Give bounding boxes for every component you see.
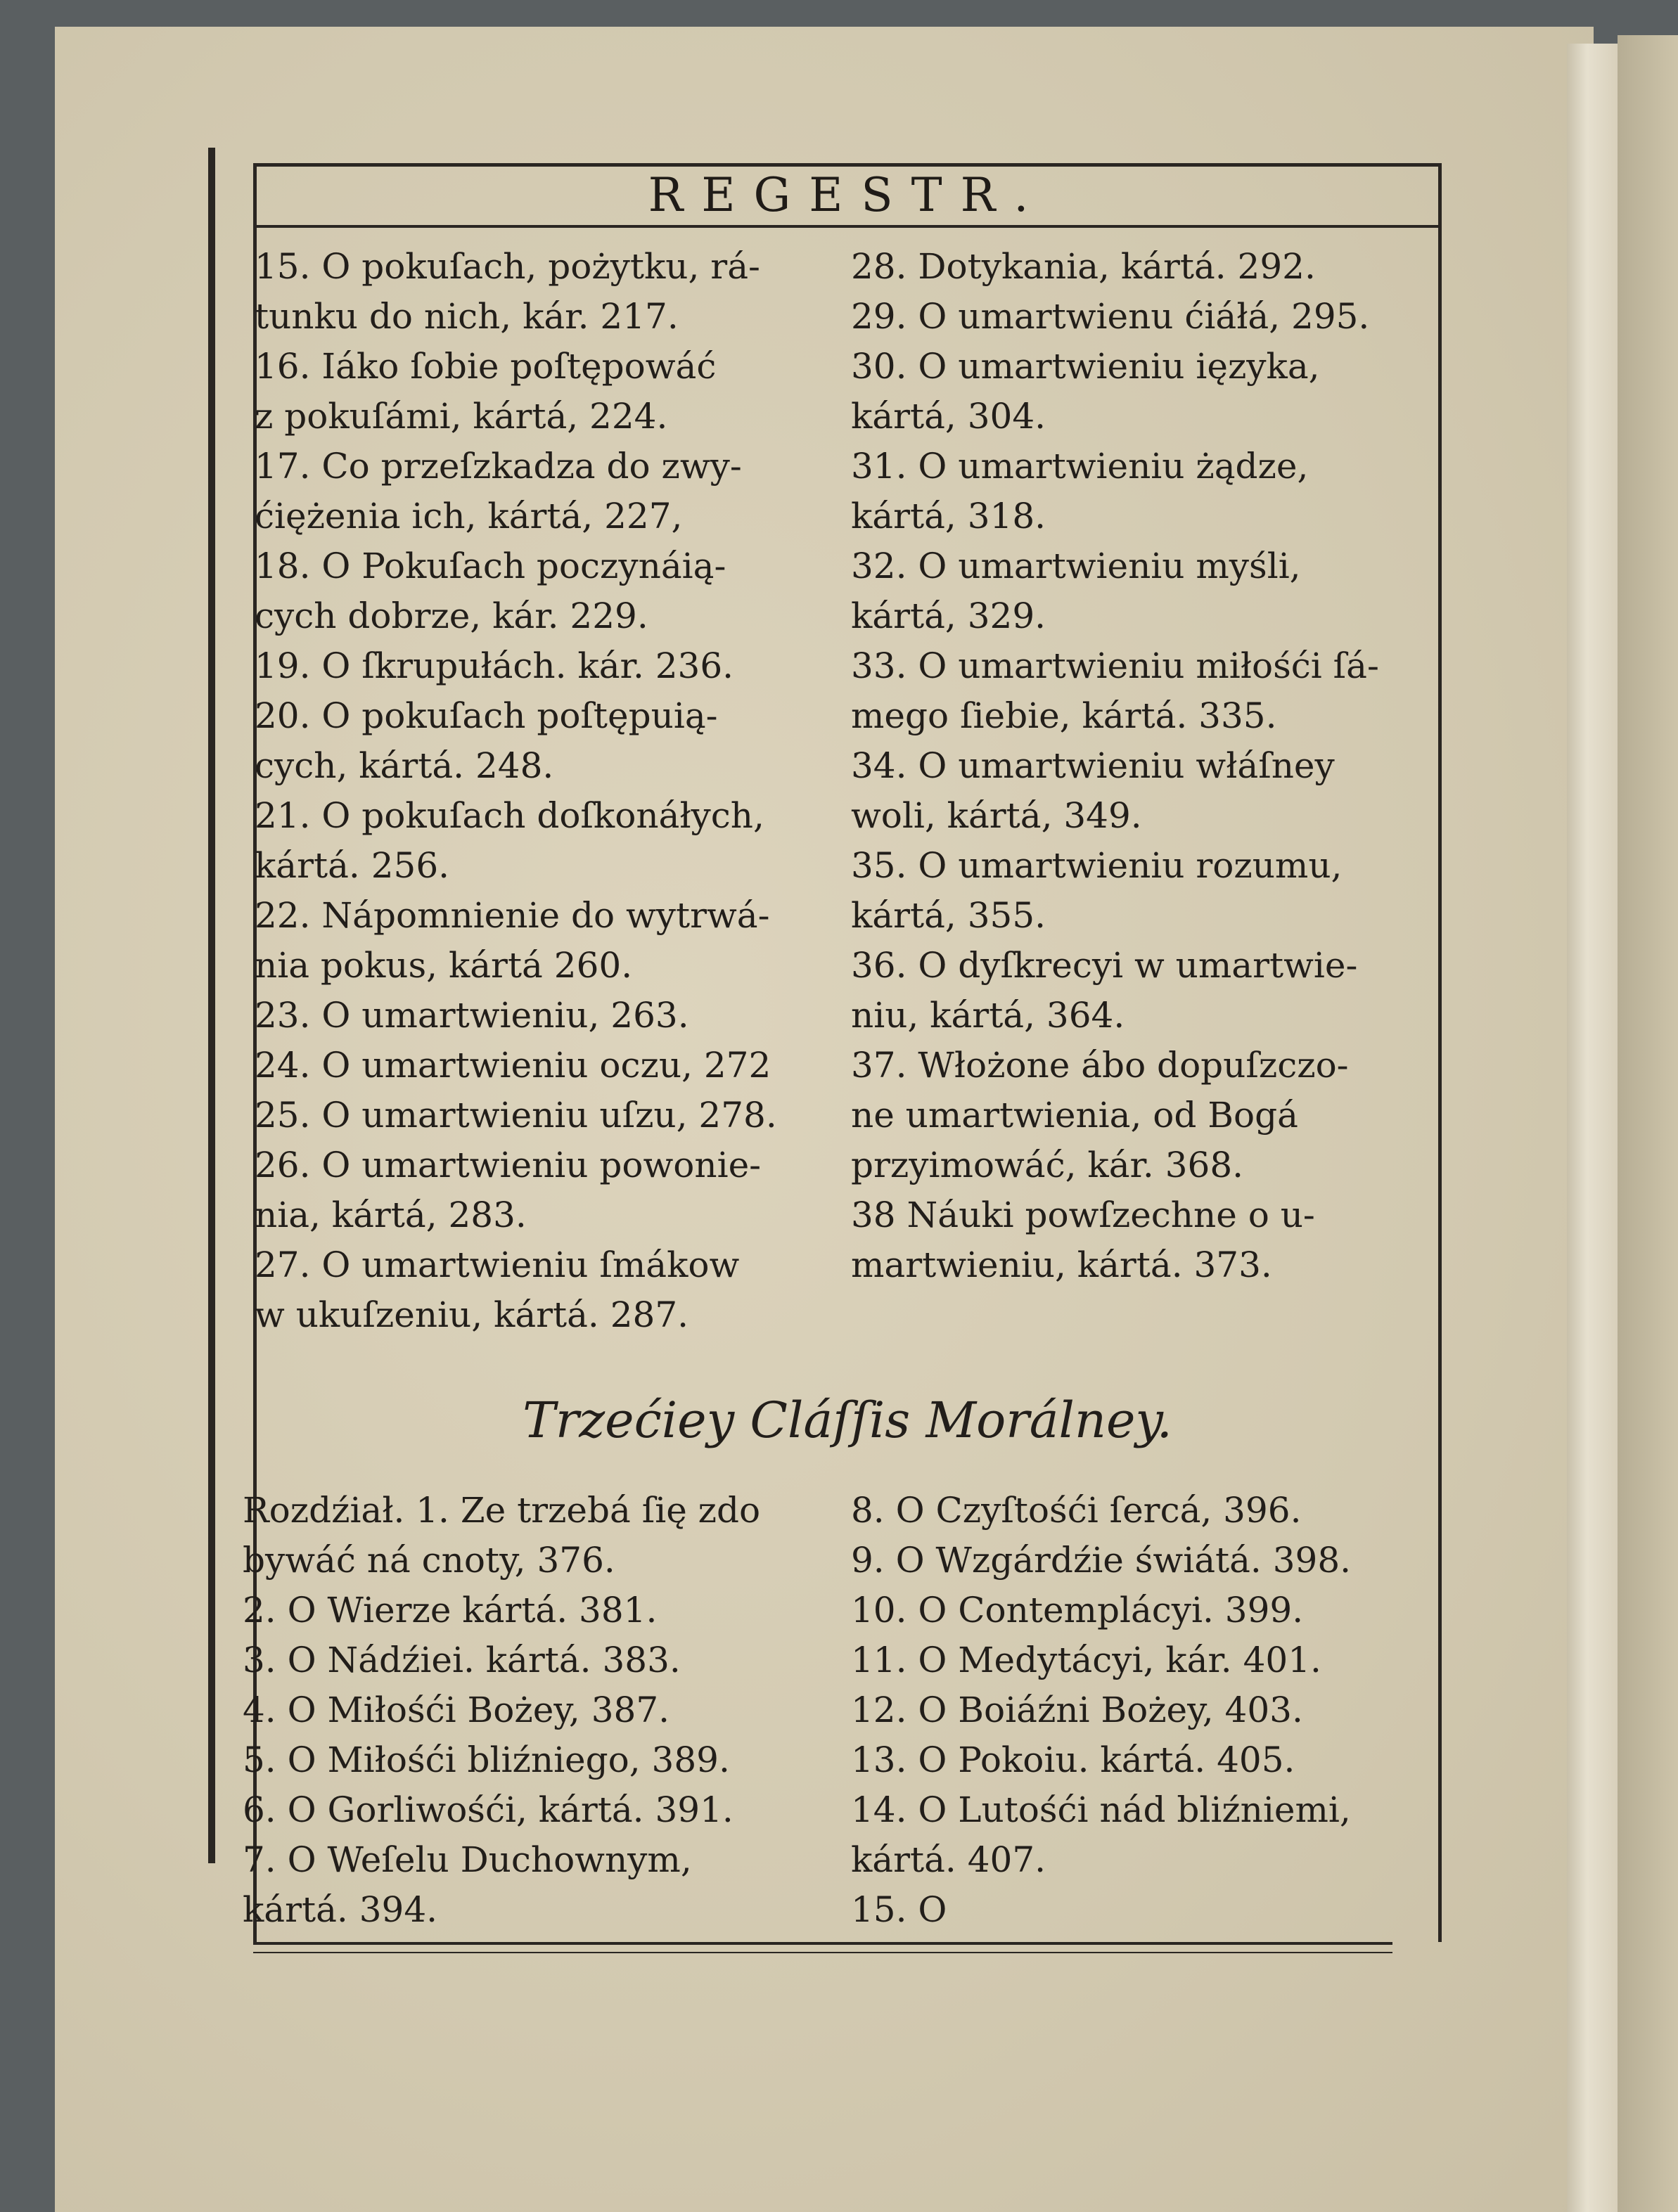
- register-entry-line: cych, kártá. 248.: [255, 745, 554, 786]
- adjacent-page-edge: [1618, 35, 1678, 2212]
- register-column-right-top: [851, 242, 1442, 1290]
- register-entry-line: 20. O pokuſach poſtępuią-: [255, 695, 718, 736]
- register-entry-line: 8. O Czyſtośći ſercá, 396.: [851, 1490, 1302, 1531]
- register-column-right-bottom: [851, 1486, 1435, 1935]
- register-entry-line: 11. O Medytácyi, kár. 401.: [851, 1640, 1321, 1680]
- register-entry-line: kártá, 318.: [851, 496, 1046, 536]
- register-entry-line: 22. Nápomnienie do wytrwá-: [255, 895, 770, 936]
- register-entry-line: nia, kártá, 283.: [255, 1195, 527, 1235]
- register-entry-line: 36. O dyſkrecyi w umartwie-: [851, 945, 1358, 986]
- top-rule: [253, 163, 1442, 167]
- register-entry-line: 7. O Weſelu Duchownym,: [243, 1839, 692, 1880]
- register-entry-line: 15. O: [851, 1889, 947, 1930]
- register-entry-line: 4. O Miłośći Bożey, 387.: [243, 1690, 670, 1730]
- register-entry-line: kártá. 407.: [851, 1839, 1046, 1880]
- register-entry-line: 3. O Nádźiei. kártá. 383.: [243, 1640, 681, 1680]
- register-entry-line: 16. Iáko ſobie poſtępowáć: [255, 346, 717, 387]
- register-entry-line: 12. O Boiáźni Bożey, 403.: [851, 1690, 1303, 1730]
- register-entry-line: 26. O umartwieniu powonie-: [255, 1145, 762, 1185]
- register-entry-line: Rozdźiał. 1. Ze trzebá ſię zdo: [243, 1490, 761, 1531]
- register-entry-line: 9. O Wzgárdźie świátá. 398.: [851, 1540, 1352, 1581]
- register-entry-line: 15. O pokuſach, pożytku, rá-: [255, 246, 760, 287]
- page-title: REGESTR.: [648, 168, 1047, 222]
- register-entry-line: 6. O Gorliwośći, kártá. 391.: [243, 1789, 734, 1830]
- register-entry-line: 5. O Miłośći bliźniego, 389.: [243, 1740, 730, 1780]
- register-entry-line: nia pokus, kártá 260.: [255, 945, 633, 986]
- register-entry-line: kártá, 329.: [851, 596, 1046, 636]
- register-entry-line: przyimowáć, kár. 368.: [851, 1145, 1244, 1185]
- register-entry-line: 10. O Contemplácyi. 399.: [851, 1590, 1304, 1631]
- register-entry-line: 32. O umartwieniu myśli,: [851, 546, 1301, 586]
- register-entry-line: 30. O umartwieniu ięzyka,: [851, 346, 1320, 387]
- margin-rule: [208, 148, 215, 1863]
- register-entry-line: 27. O umartwieniu ſmákow: [255, 1245, 740, 1285]
- register-entry-line: 25. O umartwieniu uſzu, 278.: [255, 1095, 777, 1136]
- register-entry-line: 24. O umartwieniu oczu, 272: [255, 1045, 771, 1086]
- register-entry-line: z pokuſámi, kártá, 224.: [255, 396, 668, 437]
- section-heading: Trzećiey Cláſſis Morálney.: [523, 1391, 1172, 1449]
- register-entry-line: 34. O umartwieniu włáſney: [851, 745, 1335, 786]
- register-entry-line: 13. O Pokoiu. kártá. 405.: [851, 1740, 1295, 1780]
- register-column-left-top: [255, 242, 831, 1340]
- register-entry-line: kártá, 355.: [851, 895, 1046, 936]
- register-entry-line: martwieniu, kártá. 373.: [851, 1245, 1272, 1285]
- register-column-left-bottom: [243, 1486, 833, 1935]
- register-entry-line: woli, kártá, 349.: [851, 795, 1142, 836]
- bottom-rule: [253, 1942, 1392, 1945]
- register-entry-line: 23. O umartwieniu, 263.: [255, 995, 689, 1036]
- register-entry-line: kártá. 394.: [243, 1889, 438, 1930]
- register-entry-line: ćiężenia ich, kártá, 227,: [255, 496, 683, 536]
- register-entry-line: tunku do nich, kár. 217.: [255, 296, 679, 337]
- register-entry-line: 35. O umartwieniu rozumu,: [851, 845, 1343, 886]
- register-entry-line: ne umartwienia, od Bogá: [851, 1095, 1298, 1136]
- register-entry-line: 31. O umartwieniu żądze,: [851, 446, 1309, 487]
- register-entry-line: 28. Dotykania, kártá. 292.: [851, 246, 1316, 287]
- register-entry-line: 17. Co przeſzkadza do zwy-: [255, 446, 742, 487]
- register-entry-line: 14. O Lutośći nád bliźniemi,: [851, 1789, 1351, 1830]
- register-entry-line: cych dobrze, kár. 229.: [255, 596, 648, 636]
- register-entry-line: 2. O Wierze kártá. 381.: [243, 1590, 658, 1631]
- page-gutter: [1567, 44, 1618, 2212]
- header-rule: [253, 225, 1442, 228]
- register-entry-line: 21. O pokuſach doſkonáłych,: [255, 795, 764, 836]
- register-entry-line: 18. O Pokuſach poczynáią-: [255, 546, 726, 586]
- register-entry-line: kártá, 304.: [851, 396, 1046, 437]
- register-entry-line: 19. O ſkrupułách. kár. 236.: [255, 645, 734, 686]
- register-entry-line: 29. O umartwienu ćiáłá, 295.: [851, 296, 1370, 337]
- register-entry-line: bywáć ná cnoty, 376.: [243, 1540, 615, 1581]
- register-entry-line: 37. Włożone ábo dopuſzczo-: [851, 1045, 1349, 1086]
- register-entry-line: mego ſiebie, kártá. 335.: [851, 695, 1277, 736]
- register-entry-line: 33. O umartwieniu miłośći ſá-: [851, 645, 1379, 686]
- register-entry-line: w ukuſzeniu, kártá. 287.: [255, 1294, 689, 1335]
- register-entry-line: niu, kártá, 364.: [851, 995, 1125, 1036]
- bottom-rule-thin: [253, 1952, 1392, 1953]
- register-entry-line: 38 Náuki powſzechne o u-: [851, 1195, 1315, 1235]
- register-entry-line: kártá. 256.: [255, 845, 450, 886]
